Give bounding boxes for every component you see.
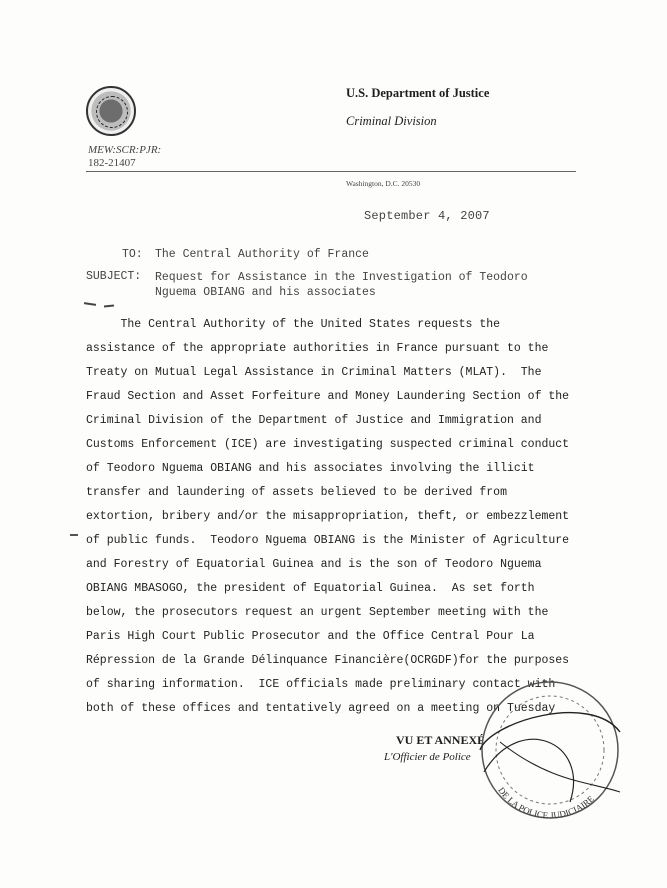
stamp-text: DE LA POLICE JUDICIAIRE bbox=[496, 785, 596, 821]
body-line: Customs Enforcement (ICE) are investigating suspected criminal conduct bbox=[86, 438, 570, 451]
body-line: transfer and laundering of assets believed to be derived from bbox=[86, 486, 507, 499]
body-line: assistance of the appropriate authorities in France pursuant to the bbox=[86, 342, 549, 355]
body-line: of sharing information. ICE officials made preliminary contact with bbox=[86, 678, 556, 691]
body-line: of public funds. Teodoro Nguema OBIANG is the Minister of Agriculture bbox=[86, 534, 570, 547]
to-label: TO: bbox=[122, 248, 143, 261]
body-line: Fraud Section and Asset Forfeiture and Money Laundering Section of the bbox=[86, 390, 570, 403]
body-line: Paris High Court Public Prosecutor and the Office Central Pour La bbox=[86, 630, 535, 643]
body-line: and Forestry of Equatorial Guinea and is the son of Teodoro Nguema bbox=[86, 558, 542, 571]
subject-line: Nguema OBIANG and his associates bbox=[155, 286, 376, 299]
subject-label: SUBJECT: bbox=[86, 270, 142, 283]
margin-mark bbox=[70, 534, 78, 536]
letter-date: September 4, 2007 bbox=[364, 209, 490, 223]
margin-mark bbox=[84, 302, 96, 306]
body-line: of Teodoro Nguema OBIANG and his associates involving the illicit bbox=[86, 462, 535, 475]
body-line: The Central Authority of the United States requests the bbox=[86, 318, 501, 331]
body-line: Criminal Division of the Department of Justice and Immigration and bbox=[86, 414, 542, 427]
department-name: U.S. Department of Justice bbox=[346, 86, 490, 100]
body-line: extortion, bribery and/or the misappropriation, theft, or embezzlement bbox=[86, 510, 570, 523]
city-line: Washington, D.C. 20530 bbox=[346, 179, 421, 188]
to-value: The Central Authority of France bbox=[155, 248, 369, 261]
subject-line: Request for Assistance in the Investigation of Teodoro bbox=[155, 271, 528, 284]
body-line: both of these offices and tentatively agreed on a meeting on Tuesday bbox=[86, 702, 556, 715]
doj-seal-icon bbox=[86, 86, 136, 136]
body-line: below, the prosecutors request an urgent September meeting with the bbox=[86, 606, 549, 619]
police-stamp-icon bbox=[470, 672, 630, 832]
body-line: Treaty on Mutual Legal Assistance in Criminal Matters (MLAT). The bbox=[86, 366, 542, 379]
reference-number: 182-21407 bbox=[88, 157, 136, 169]
division-name: Criminal Division bbox=[346, 114, 437, 128]
body-line: OBIANG MBASOGO, the president of Equatorial Guinea. As set forth bbox=[86, 582, 535, 595]
header-divider bbox=[86, 171, 576, 172]
body-line: Répression de la Grande Délinquance Financière(OCRGDF)for the purposes bbox=[86, 654, 570, 667]
subject-value bbox=[155, 270, 528, 300]
officer-annotation: L'Officier de Police bbox=[384, 751, 471, 763]
reference-initials: MEW:SCR:PJR: bbox=[88, 144, 162, 156]
annex-annotation: VU ET ANNEXÉ bbox=[396, 733, 486, 747]
margin-mark bbox=[104, 304, 114, 307]
